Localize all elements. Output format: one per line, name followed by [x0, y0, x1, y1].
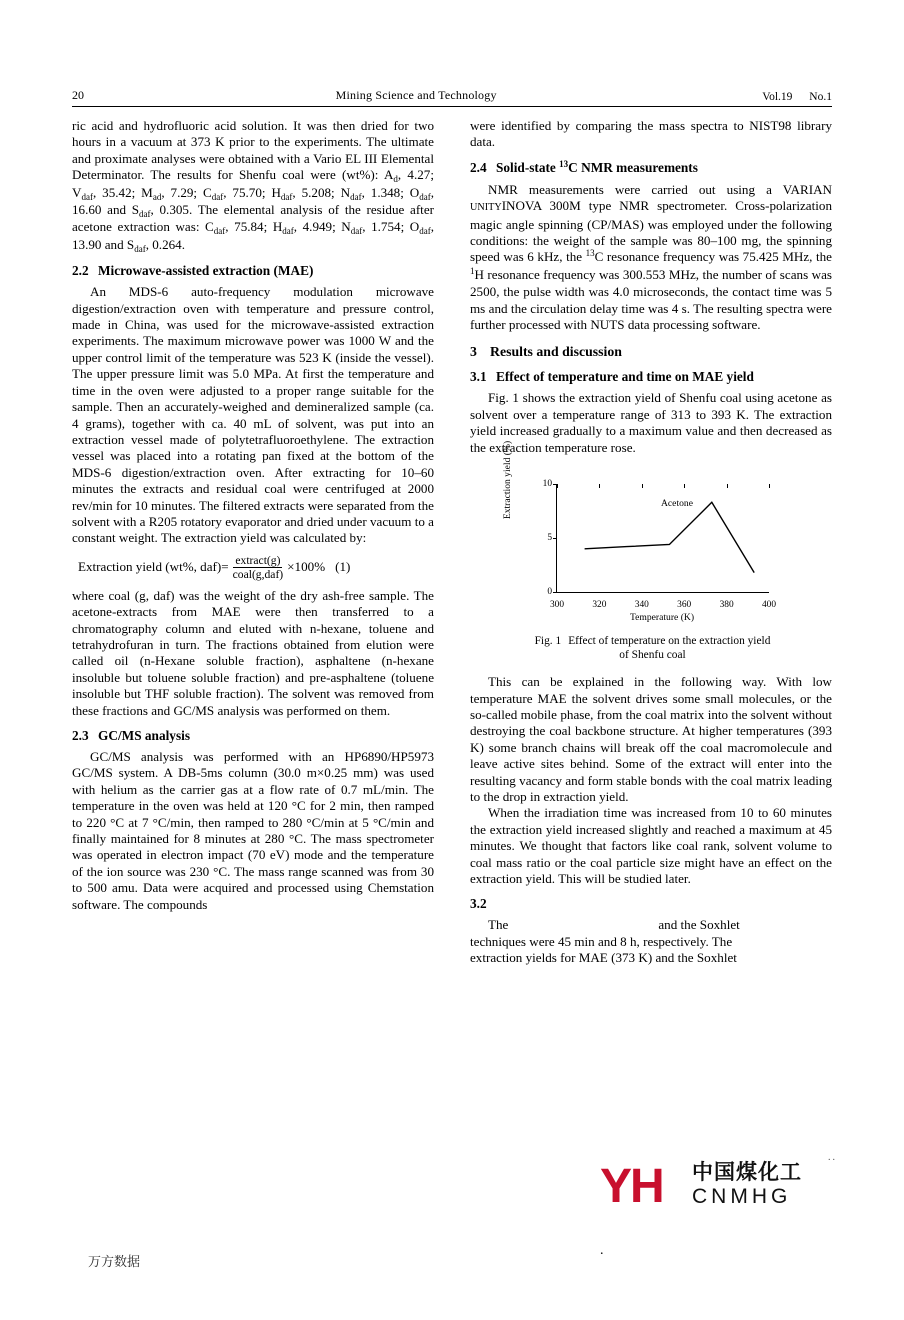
paragraph-3-2-line-2: techniques were 45 min and 8 h, respectively. The: [470, 933, 733, 949]
subscript: daf: [419, 226, 431, 237]
running-head: [72, 88, 832, 107]
text-run: , 5.208; N: [292, 184, 351, 200]
x-tick-label: 400: [761, 600, 777, 611]
fraction-numerator: extract(g): [235, 553, 281, 567]
text-run: , 1.754; O: [362, 219, 420, 235]
y-tick-label: 5: [547, 532, 552, 543]
section-number: 2.2: [72, 263, 89, 279]
subscript: d: [393, 174, 398, 185]
text-run: C resonance frequency was 75.425 MHz, the: [594, 249, 832, 265]
small-caps-run: UNITY: [470, 202, 502, 214]
subscript: ad: [152, 191, 162, 202]
equation-lead: Extraction yield (wt%, daf)=: [78, 559, 229, 575]
subscript: daf: [419, 191, 431, 202]
paragraph-3-2-obscured: [470, 917, 832, 933]
figure-caption-line-1: Effect of temperature on the extraction yield: [568, 635, 771, 648]
text-run: , 35.42; M: [92, 184, 153, 200]
decorative-dots: ..: [828, 1152, 837, 1163]
heading-2-3: [72, 728, 434, 744]
paragraph-irradiation-time: When the irradiation time was increased from 10 to 60 minutes the extraction yield increased slightly and reached a maximum at 45 minutes. We thought that factors like coal rank, solvent volume to coal mass ratio or the coal particle size might have an effect on the extraction yield. This will be studied later.: [470, 805, 832, 886]
y-tick-label: 10: [542, 478, 552, 489]
y-axis-label: Extraction yield (%): [502, 440, 513, 520]
text-run: , 16.60 and S: [72, 184, 435, 218]
x-tick-label: 380: [719, 600, 734, 611]
line-chart: [502, 440, 792, 632]
subscript: daf: [350, 191, 362, 202]
text-run: , 13.90 and S: [72, 219, 435, 252]
section-title: GC/MS analysis: [98, 728, 190, 743]
fraction: [231, 554, 286, 581]
volume-issue: [748, 91, 832, 103]
text-run: INOVA 300M type NMR spectrometer. Cross-polarization magic angle spinning (CP/MAS) was employed under the following conditions: the weight of the sample was 80–100 mg, the spinning speed was 6 kHz, the: [470, 198, 832, 265]
page-number: 20: [72, 88, 84, 102]
footer-dot: .: [600, 1243, 604, 1258]
section-number: 3.2: [470, 896, 487, 912]
text-run: NMR measurements were carried out using a VARIAN: [488, 181, 832, 197]
superscript: 13: [559, 158, 569, 169]
paragraph-3-1: Fig. 1 shows the extraction yield of Shenfu coal using acetone as solvent over a temperature range of 313 to 393 K. The extraction yield increased gradually to a maximum value and then decreased as the extraction temperature rose.: [470, 390, 832, 455]
subscript: daf: [280, 191, 293, 202]
logo-chinese-text: 中国煤化工: [692, 1160, 802, 1184]
subscript: daf: [350, 226, 363, 237]
section-title: Microwave-assisted extraction (MAE): [98, 263, 314, 279]
section-title: Results and discussion: [490, 344, 622, 360]
paragraph-continued: [72, 118, 434, 254]
text-run: , 0.264.: [145, 236, 185, 252]
text-run: , 7.29; C: [161, 184, 212, 200]
logo-latin-text: CNMHG: [692, 1185, 792, 1208]
x-tick-label: 360: [677, 600, 692, 611]
y-tick-label: 0: [547, 586, 552, 597]
footer-database-label: 万方数据: [88, 1255, 141, 1270]
paragraph-continued: were identified by comparing the mass spectra to NIST98 library data.: [470, 118, 832, 150]
journal-title: Mining Science and Technology: [335, 88, 497, 102]
paragraph-explanation: This can be explained in the following way. With low temperature MAE the solvent drives some small molecules, or the so-called mobile phase, from the coal matrix into the solvent without destroying the coal backbone structure. At higher temperatures (393 K) some branch chains will break off the coal macromolecule and leave active sites behind. Some of the extract will enter into the resulting vacancy and form stable bonds with the coal matrix leading to the drop in extraction yield.: [470, 674, 832, 804]
section-number: 2.3: [72, 728, 89, 743]
left-column: [72, 118, 434, 913]
volume-label: Vol.19: [762, 91, 793, 103]
heading-2-2: [72, 263, 434, 279]
text-run: , 4.949; N: [293, 219, 351, 235]
paragraph-3-2-line-3: extraction yields for MAE (373 K) and the Soxhlet: [470, 950, 737, 966]
equation-number: (1): [335, 559, 351, 575]
paragraph-2-3: GC/MS analysis was performed with an HP6890/HP5973 GC/MS system. A DB-5ms column (30.0 m×0.25 mm) was used with helium as the carrier gas at a flow rate of 0.7 mL/min. The temperature in the oven was held at 120 °C for 2 min, then ramped to 220 °C at 7 °C/min, then ramped to 280 °C/min at 5 °C/min and finally maintained for 8 minutes at 280 °C. The mass spectrometer was operated in electron impact (70 eV) mode and the temperature of the ion source was 230 °C. The mass range scanned was from 30 to 500 amu. Data were acquired and processed using Chemstation software. The compounds: [72, 749, 434, 912]
subscript: daf: [134, 243, 146, 254]
paragraph-after-equation: where coal (g, daf) was the weight of the dry ash-free sample. The acetone-extracts from MAE were then transferred to a chromatography column and eluted with n-hexane, toluene and tetrahydrofuran in turn. The fractions obtained from elution were called oil (n-Hexane soluble fraction), asphaltene (n-hexane insoluble but toluene soluble fraction) and pre-asphaltene (toluene insoluble but THF soluble fraction). The solvent was removed from these fractions and GC/MS analysis was performed on them.: [72, 587, 434, 718]
subscript: daf: [81, 191, 93, 202]
series-label-acetone: Acetone: [661, 498, 693, 510]
section-number: 3: [470, 344, 477, 360]
text-run: , 75.70; H: [223, 184, 281, 200]
superscript: 1: [470, 265, 475, 276]
paragraph-2-2: An MDS-6 auto-frequency modulation microwave digestion/extraction oven with temperature and pressure control, made in China, was used for the microwave-assisted extraction experiments. The maximum microwave power was 1000 W and the upper control limit of the temperature was 523 K (inside the vessel). The upper pressure limit was 5.0 MPa. At first the temperature and time in the oven were adjusted to a proper range suitable for the sample. Then an accurately-weighed and demineralized sample (ca. 4 grams), together with ca. 40 mL of solvent, was put into an extraction vessel made of polytetrafluoroethylene. The extraction vessel was placed into a rotating pan fixed at the bottom of the MDS-6 digestion/extraction oven. After extracting for 10–60 minutes the extracts and residual coal were centrifuged at 2000 rev/min for 10 minutes. The filtered extracts were separated from the solvent with a R205 rotatory evaporator and dried under vacuum to a constant weight. The extraction yield was calculated by:: [72, 284, 434, 546]
x-tick-label: 340: [634, 600, 649, 611]
subscript: daf: [139, 209, 151, 220]
text-run: , 75.84; H: [225, 219, 283, 235]
x-tick-mark: [769, 484, 770, 488]
watermark-logo: [600, 1158, 806, 1220]
figure-caption: [480, 634, 825, 662]
text-run: , 4.27; V: [72, 167, 434, 200]
figure-label: Fig. 1: [534, 635, 562, 648]
figure-caption-line-2: of Shenfu coal: [619, 649, 686, 662]
issue-label: No.1: [809, 91, 832, 103]
figure-1: [470, 440, 832, 666]
subscript: daf: [211, 191, 224, 202]
x-tick-label: 320: [592, 600, 607, 611]
logo-red-mark: YH: [600, 1160, 663, 1213]
section-title-pre: Solid-state: [496, 159, 560, 175]
subscript: daf: [282, 226, 294, 237]
text-run: ric acid and hydrofluoric acid solution. It was then dried for two hours in a vacuum at 373 K prior to the experiments. The ultimate and proximate analyses were obtained with a Vario EL III Elemental Determinator. The results for Shenfu coal were (wt%): A: [72, 118, 434, 183]
subscript: daf: [213, 226, 226, 237]
right-column: [470, 118, 832, 967]
fraction-denominator: coal(g,daf): [232, 567, 284, 581]
text-run: , 1.348; O: [361, 184, 420, 200]
heading-2-4: [470, 160, 832, 177]
section-title-post: C NMR measurements: [568, 159, 698, 175]
paragraph-2-4: [470, 182, 832, 334]
plot-area: [542, 478, 777, 611]
heading-3-1: [470, 369, 832, 385]
section-number: 2.4: [470, 159, 487, 175]
text-run: The: [488, 917, 509, 933]
text-run: and the Soxhlet: [658, 917, 740, 933]
y-tick-mark: [553, 592, 557, 593]
heading-3: [470, 344, 832, 360]
x-axis-label: Temperature (K): [629, 612, 695, 624]
section-number: 3.1: [470, 369, 487, 385]
heading-3-2: [470, 896, 832, 912]
equation-1: [72, 554, 434, 581]
text-run: , 0.305. The elemental analysis of the residue after acetone extraction was: C: [72, 202, 434, 235]
x-tick-label: 300: [549, 600, 565, 611]
superscript: 13: [585, 248, 595, 259]
section-title: Effect of temperature and time on MAE yield: [496, 369, 754, 385]
text-run: H resonance frequency was 300.553 MHz, the number of scans was 2500, the pulse width was 4.0 microseconds, the contact time was 5 ms and the circulation delay time was 4 s. The resulting spectra were further processed with NUTS data processing software.: [470, 266, 832, 333]
equation-multiplier: ×100%: [287, 559, 326, 575]
